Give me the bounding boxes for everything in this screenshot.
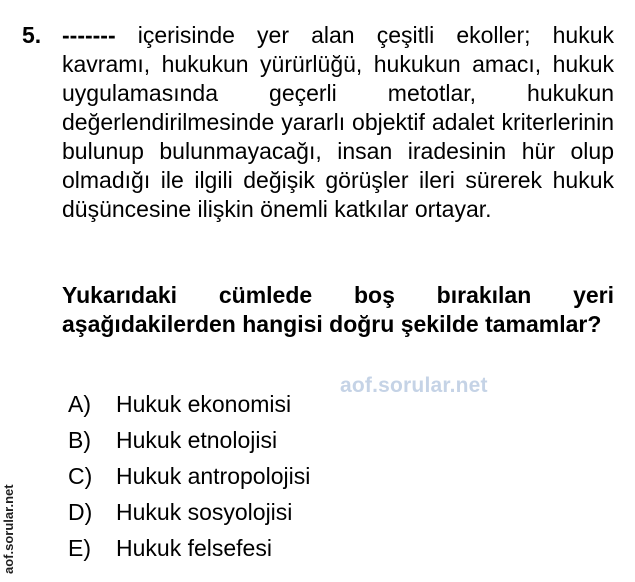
option-text: Hukuk felsefesi — [116, 535, 272, 561]
option-letter: D) — [68, 499, 93, 525]
option-letter: A) — [68, 391, 91, 417]
watermark-side: aof.sorular.net — [1, 484, 16, 574]
option-text: Hukuk ekonomisi — [116, 391, 292, 417]
option-letter: C) — [68, 463, 93, 489]
watermark-center: aof.sorular.net — [340, 374, 488, 397]
option-b[interactable] — [68, 422, 310, 458]
question-stem-text: içerisinde yer alan çeşitli ekoller; hukuk kavramı, hukukun yürürlüğü, hukukun amacı, hukuk uygulamasında geçerli metotlar, hukukun değerlendirilmesinde yararlı objektif adalet kriterlerinin bulunup bulunmayacağı, insan iradesinin hür olup olmadığı ile ilgili değişik görüşler ileri sürerek hukuk düşüncesine ilişkin önemli katkılar ortayar. — [62, 22, 614, 222]
blank-placeholder: ------- — [62, 22, 116, 48]
option-text: Hukuk etnolojisi — [116, 427, 278, 453]
question-prompt: Yukarıdaki cümlede boş bırakılan yeri aşağıdakilerden hangisi doğru şekilde tamamlar? — [62, 282, 614, 337]
option-c[interactable] — [68, 458, 310, 494]
answer-options — [68, 386, 310, 566]
option-letter: B) — [68, 427, 91, 453]
question-number: 5. — [22, 22, 42, 48]
option-d[interactable] — [68, 494, 310, 530]
question-stem — [62, 21, 614, 224]
option-e[interactable] — [68, 530, 310, 566]
option-a[interactable] — [68, 386, 310, 422]
option-letter: E) — [68, 535, 91, 561]
option-text: Hukuk antropolojisi — [116, 463, 311, 489]
option-text: Hukuk sosyolojisi — [116, 499, 293, 525]
